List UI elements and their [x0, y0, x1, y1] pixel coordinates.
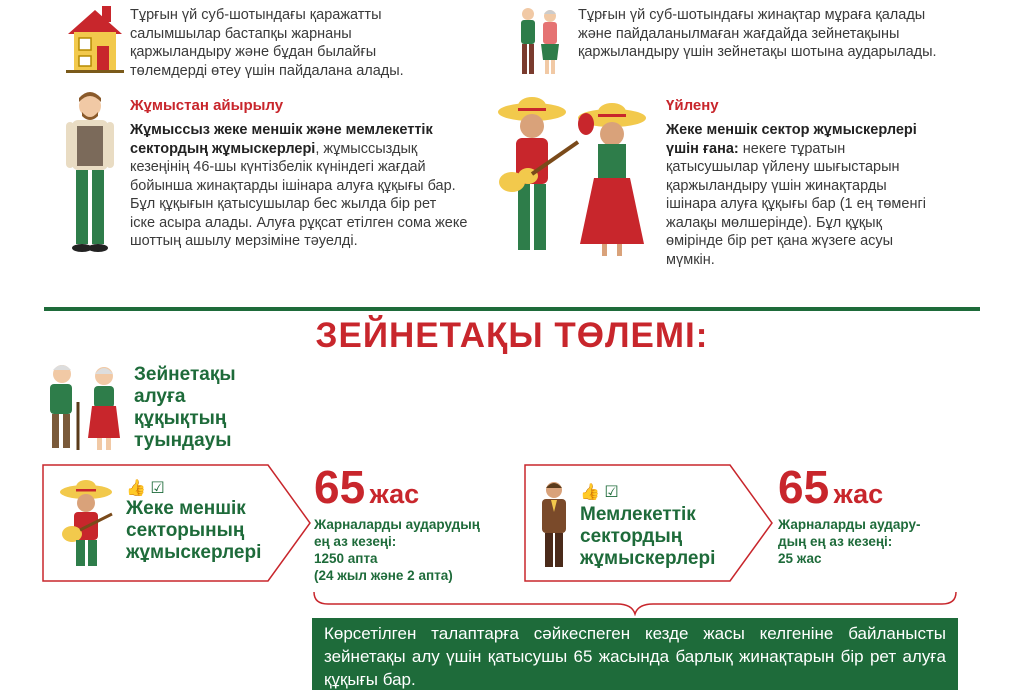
- mariachi-guitarist-icon: [56, 480, 118, 570]
- private-sector-label: Жеке меншік секторының жұмыскерлері: [126, 498, 262, 563]
- private-approval-icons: [126, 478, 165, 498]
- public-sector-label: Мемлекеттік сектордың жұмыскерлері: [580, 504, 716, 569]
- elderly-couple-cane-icon: [42, 362, 126, 452]
- public-retirement-age: 65 жас: [778, 461, 884, 513]
- private-min-period: Жарналарды аударудың ең аз кезеңі: 1250 апта (24 жыл және 2 апта): [314, 517, 480, 583]
- lump-sum-note: Көрсетілген талаптарға сәйкеспеген кезде жасы келгеніне байланысты зейнетақы алу үшін қатысушы 65 жасында барлық жинақтарын бір рет алуға құқығы бар.: [312, 618, 958, 690]
- civil-servant-icon: [534, 480, 574, 570]
- job-loss-title: Жұмыстан айырылу: [130, 97, 284, 114]
- unemployed-man-icon: [62, 92, 118, 254]
- private-retirement-age: 65 жас: [314, 461, 420, 513]
- public-approval-icons: [580, 482, 619, 502]
- elderly-couple-icon: [514, 6, 564, 76]
- marriage-title: Үйлену: [666, 97, 719, 114]
- inheritance-text: Тұрғын үй суб-шотындағы жинақтар мұраға қалады және пайдаланылмаған жағдайда зейнетақыны қаржыландыру үшін зейнетақы шотына аударылады.: [578, 7, 937, 60]
- thumbs-up-icon: 👍: [126, 480, 146, 497]
- curly-brace-divider: [312, 588, 958, 616]
- pension-payment-title: ЗЕЙНЕТАҚЫ ТӨЛЕМІ:: [315, 316, 709, 355]
- thumbs-up-icon: 👍: [580, 484, 600, 501]
- section-divider: [44, 307, 980, 311]
- public-min-period: Жарналарды аудару- дың ең аз кезеңі: 25 жас: [778, 517, 921, 566]
- marriage-text: Жеке меншік сектор жұмыскерлері үшін ғана: некеге тұратын қатысушылар үйлену шығыстарын қаржыландыру үшін жинақтарды ішінара алуға құқығы бар (1 ең төменгі жалақы мөлшерінде). Бұл құқық өмірінде бір рет қана жүзеге асуы мүмкін.: [666, 122, 926, 268]
- house-icon: [66, 4, 124, 74]
- job-loss-text: Жұмыссыз жеке меншік және мемлекеттік сектордың жұмыскерлері, жұмыссыздық кезеңінің 46-шы күнтізбелік күніндегі жағдай бойынша жинақтарды ішінара алуға құқығы бар. Бұл құқығын қатысушылар бес жылда бір рет іске асыра алады. Алуға рұқсат етілген сома жеке шоттың ашылу мерзіміне тәуелді.: [130, 122, 468, 249]
- checkbox-check-icon: ☑: [604, 484, 619, 501]
- entitlement-heading: Зейнетақы алуға құқықтың туындауы: [134, 364, 236, 451]
- checkbox-check-icon: ☑: [150, 480, 165, 497]
- housing-subaccount-use-text: Тұрғын үй суб-шотындағы қаражатты салымшылар бастапқы жарнаны қаржыландыру және бұдан былайғы төлемдерді өтеу үшін пайдалана алады.: [130, 7, 404, 79]
- wedding-couple-icon: [494, 96, 664, 262]
